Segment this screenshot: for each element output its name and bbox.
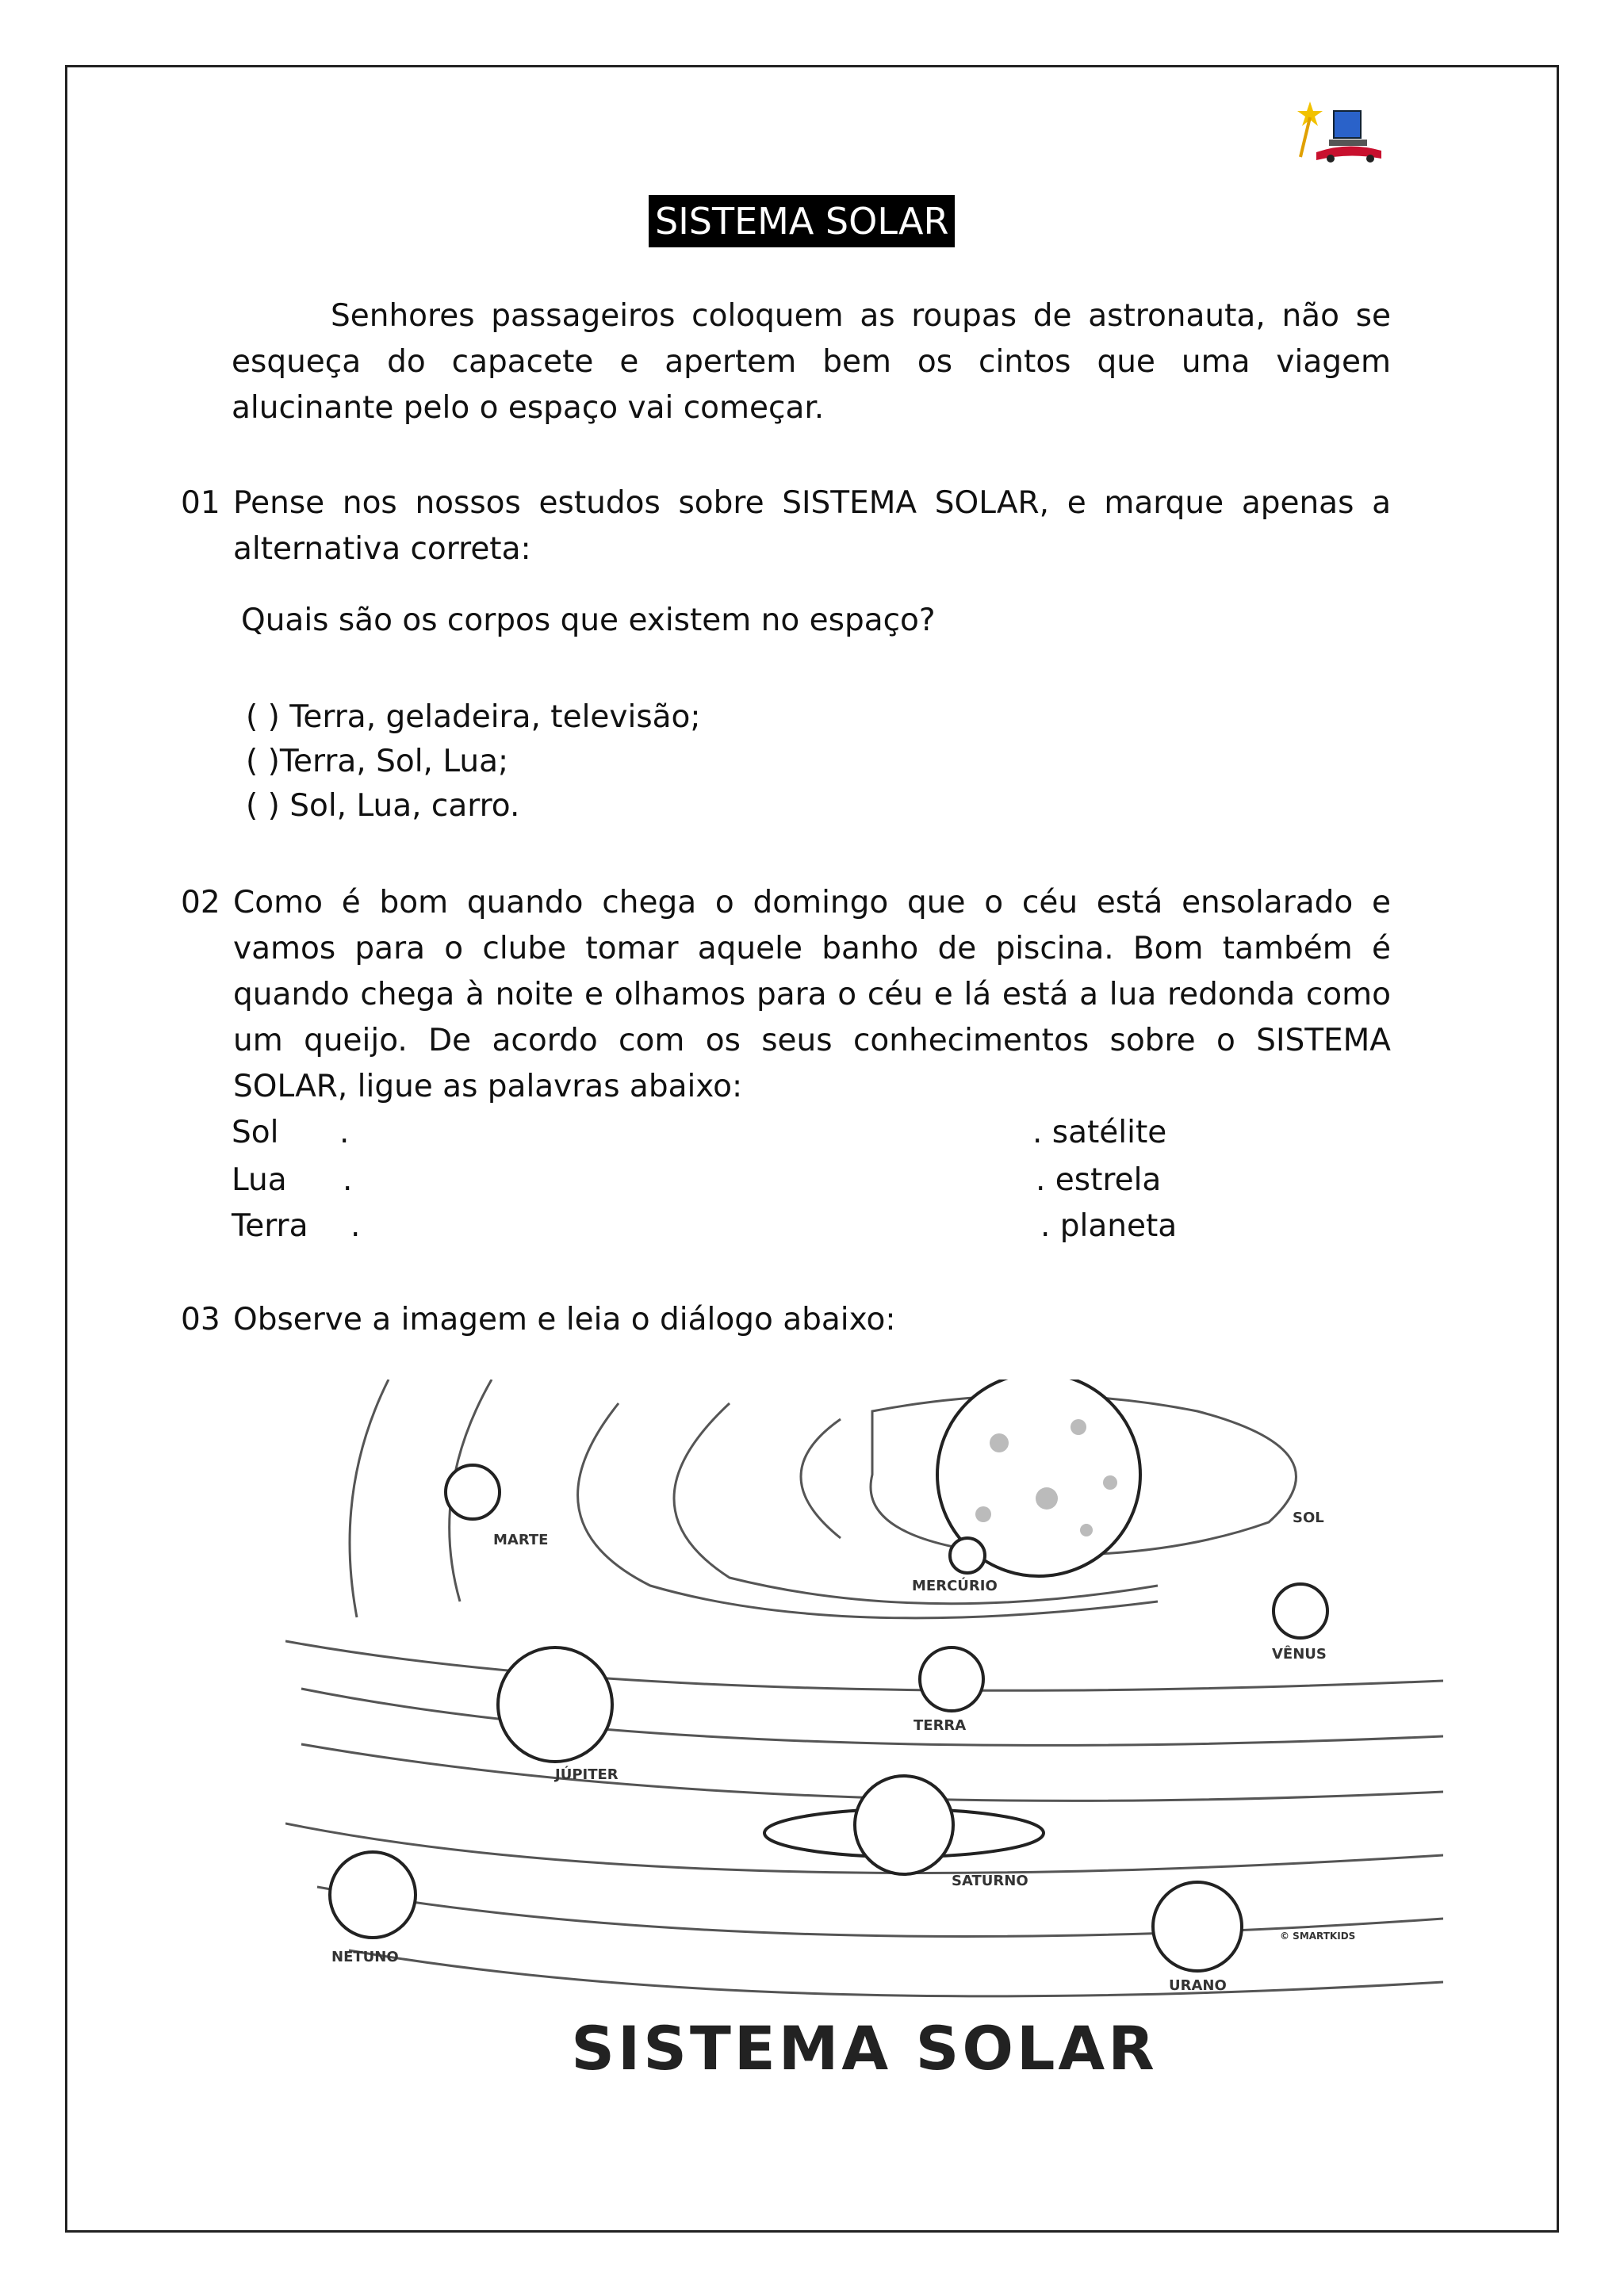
intro-paragraph bbox=[232, 293, 1391, 431]
match-left-sol[interactable]: Sol bbox=[232, 1115, 279, 1150]
question-1-number: 01 bbox=[181, 485, 220, 521]
label-marte: MARTE bbox=[493, 1532, 549, 1548]
label-sol: SOL bbox=[1293, 1510, 1324, 1526]
match-right-satelite[interactable]: . satélite bbox=[1032, 1115, 1167, 1150]
match-dot-left-3[interactable]: . bbox=[350, 1208, 361, 1244]
page-title: SISTEMA SOLAR bbox=[649, 195, 955, 247]
label-urano: URANO bbox=[1169, 1977, 1227, 1994]
match-right-estrela[interactable]: . estrela bbox=[1036, 1162, 1162, 1198]
match-left-lua[interactable]: Lua bbox=[232, 1162, 287, 1198]
question-3-statement: Observe a imagem e leia o diálogo abaixo: bbox=[233, 1302, 896, 1337]
question-2-number: 02 bbox=[181, 885, 220, 920]
diagram-caption: SISTEMA SOLAR bbox=[571, 2013, 1158, 2084]
question-1-option-3[interactable]: ( ) Sol, Lua, carro. bbox=[246, 788, 520, 824]
match-dot-left-1[interactable]: . bbox=[339, 1115, 350, 1150]
question-1-prompt: Quais são os corpos que existem no espaço? bbox=[241, 603, 936, 638]
label-terra: TERRA bbox=[914, 1717, 967, 1734]
label-mercurio: MERCÚRIO bbox=[912, 1578, 998, 1594]
label-netuno: NETUNO bbox=[331, 1949, 399, 1965]
question-1-statement-line1: Pense nos nossos estudos sobre SISTEMA SOLAR, e marque apenas a bbox=[233, 485, 1391, 521]
label-jupiter: JÚPITER bbox=[555, 1766, 619, 1783]
intro-text: Senhores passageiros coloquem as roupas de astronauta, não se esqueça do capacete e apertem bem os cintos que uma viagem alucinante pelo o espaço vai começar. bbox=[232, 298, 1391, 426]
match-dot-left-2[interactable]: . bbox=[343, 1162, 353, 1198]
match-right-planeta[interactable]: . planeta bbox=[1040, 1208, 1178, 1244]
solar-system-diagram bbox=[285, 1380, 1443, 2093]
label-saturno: SATURNO bbox=[952, 1873, 1028, 1889]
question-3-number: 03 bbox=[181, 1302, 220, 1337]
match-left-terra[interactable]: Terra bbox=[232, 1208, 308, 1244]
watermark-smartkids: © SMARTKIDS bbox=[1280, 1931, 1356, 1942]
question-1-statement-line2: alternativa correta: bbox=[233, 531, 531, 567]
question-2-statement: Como é bom quando chega o domingo que o céu está ensolarado e vamos para o clube tomar aquele banho de piscina. Bom também é quando chega à noite e olhamos para o céu e lá está a lua redonda como um queijo. De acordo com os seus conhecimentos sobre o SISTEMA SOLAR, ligue as palavras abaixo: bbox=[233, 885, 1391, 1104]
question-1-option-1[interactable]: ( ) Terra, geladeira, televisão; bbox=[246, 699, 701, 735]
label-venus: VÊNUS bbox=[1272, 1646, 1327, 1663]
school-logo bbox=[1293, 94, 1388, 165]
question-1-option-2[interactable]: ( )Terra, Sol, Lua; bbox=[246, 744, 509, 779]
